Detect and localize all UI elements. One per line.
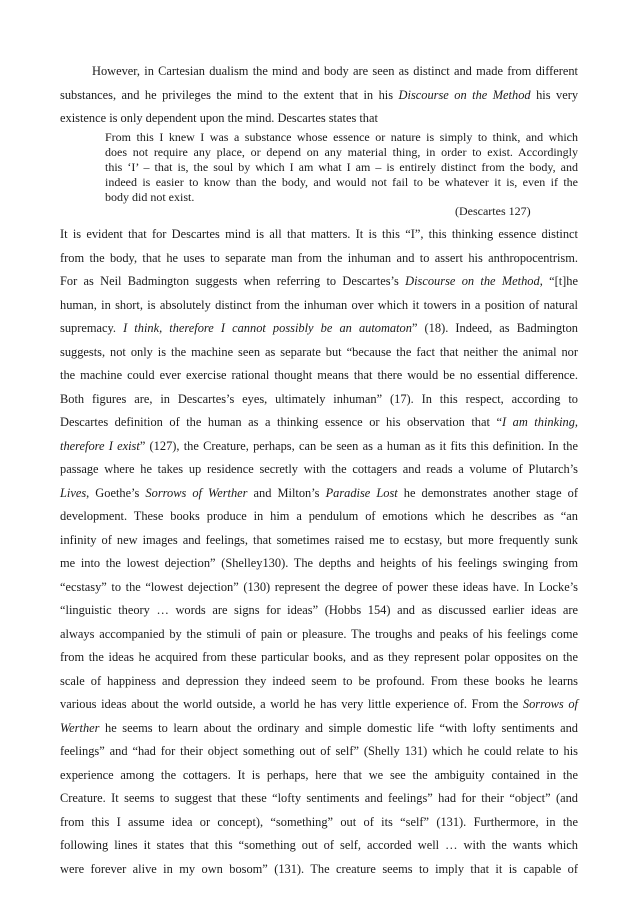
paragraph-line (60, 297, 578, 313)
text-run: this ‘I’ – that is, the soul by which I am what I am – is entirely distinct from the body, and (105, 160, 578, 174)
text-run: ” (127), the Creature, perhaps, can be seen as a human as it fits this definition. In the (139, 439, 578, 453)
quote-citation: (Descartes 127) (455, 204, 531, 218)
text-run: Both figures are, in Descartes’s eyes, ultimately inhuman” (17). In this respect, according to (60, 392, 578, 406)
paragraph-line (60, 814, 578, 830)
paragraph-line (60, 532, 578, 548)
paragraph-line (60, 461, 578, 477)
text-run: substances, and he privileges the mind to the extent that in his (60, 88, 399, 102)
italic-quote: I think, therefore I cannot possibly be an automaton (123, 321, 412, 335)
paragraph-line (60, 438, 578, 454)
text-run: and Milton’s (247, 486, 326, 500)
book-title: Werther (60, 721, 100, 735)
text-run: various ideas about the world outside, a world he has very little experience of. From the (60, 697, 523, 711)
text-run: It is evident that for Descartes mind is all that matters. It is this “I”, this thinking essence distinct (60, 227, 578, 241)
text-run: from this I assume idea or concept), “something” out of its “self” (131). Furthermore, in the (60, 815, 578, 829)
text-run: scale of happiness and depression they indeed seem to be profound. From these books he learns (60, 674, 578, 688)
book-title: Paradise Lost (325, 486, 398, 500)
text-run: passage where he takes up residence secretly with the cottagers and reads a volume of Plutarch’s (60, 462, 578, 476)
text-run: development. These books produce in him a pendulum of emotions which he describes as “an (60, 509, 578, 523)
paragraph-line (60, 673, 578, 689)
book-title: Lives (60, 486, 87, 500)
paragraph-line (60, 790, 578, 806)
paragraph-line (60, 743, 578, 759)
text-run: experience among the cottagers. It is perhaps, here that we see the ambiguity contained in the (60, 768, 578, 782)
paragraph-line (60, 226, 578, 242)
text-run: the machine could ever exercise rational thought means that there would be no essential difference. (60, 368, 578, 382)
block-quote-line (105, 175, 578, 191)
paragraph-line (60, 837, 578, 853)
text-run: indeed is easier to know than the body, and would not fail to be whatever it is, even if the (105, 175, 578, 189)
paragraph-line (60, 508, 578, 524)
block-quote-line (105, 130, 578, 146)
text-run: From this I knew I was a substance whose essence or nature is simply to think, and which (105, 130, 578, 144)
text-run: does not require any place, or depend on any material thing, in order to exist. Accordingly (105, 145, 578, 159)
book-title: Sorrows of (522, 697, 578, 711)
paragraph-line (60, 273, 578, 289)
text-run: he seems to learn about the ordinary and simple domestic life “with lofty sentiments and (99, 721, 578, 735)
block-quote-line (105, 160, 578, 176)
paragraph-line (60, 720, 578, 736)
paragraph-line (60, 485, 578, 501)
book-title: Discourse on the Method (398, 88, 531, 102)
text-run: “ecstasy” to the “lowest dejection” (130) represent the degree of power these ideas have. In Locke’s (60, 580, 578, 594)
paragraph-line (60, 391, 578, 407)
paragraph-line (60, 861, 578, 877)
paragraph-line (60, 414, 578, 430)
text-run: from the ideas he acquired from these particular books, and as they represent polar opposites on the (60, 650, 578, 664)
paragraph-line (60, 579, 578, 595)
paragraph-line (60, 320, 578, 336)
text-run: , Goethe’s (86, 486, 146, 500)
text-run: following lines it states that this “something out of self, accorded well … with the wants which (60, 838, 578, 852)
text-run: supremacy. (60, 321, 124, 335)
text-run: were forever alive in my own bosom” (131). The creature seems to imply that it is capable of (60, 862, 578, 876)
paragraph-line (60, 767, 578, 783)
text-run: , “[t]he (539, 274, 578, 288)
paragraph-line (60, 250, 578, 266)
text-run: existence is only dependent upon the mind. Descartes states that (60, 111, 378, 125)
paragraph-line (60, 110, 578, 126)
italic-quote: therefore I exist (60, 439, 140, 453)
text-run: human, in short, is absolutely distinct from the inhuman over which it towers in a position of natural (60, 298, 578, 312)
paragraph-line (60, 555, 578, 571)
paragraph-line (60, 626, 578, 642)
text-run: However, in Cartesian dualism the mind and body are seen as distinct and made from different (92, 64, 578, 78)
block-quote-line (105, 145, 578, 161)
text-run: he demonstrates another stage of (397, 486, 579, 500)
paragraph-line (60, 367, 578, 383)
text-run: ” (18). Indeed, as Badmington (411, 321, 578, 335)
text-run: Creature. It seems to suggest that these “lofty sentiments and feelings” had for their “object” (and (60, 791, 578, 805)
paragraph-line (92, 63, 578, 79)
text-run: infinity of new images and feelings, that sometimes raised me to ecstasy, but more frequently sunk (60, 533, 578, 547)
paragraph-line (60, 87, 578, 103)
paragraph-line (60, 602, 578, 618)
book-title: Sorrows of Werther (145, 486, 248, 500)
text-run: For as Neil Badmington suggests when referring to Descartes’s (60, 274, 406, 288)
paragraph-line (60, 696, 578, 712)
text-run: “linguistic theory … words are signs for ideas” (Hobbs 154) and as discussed earlier ideas are (60, 603, 578, 617)
text-run: suggests, not only is the machine seen as separate but “because the fact that neither the animal nor (60, 345, 578, 359)
text-run: from the body, that he uses to separate man from the inhuman and to assert his anthropocentrism. (60, 251, 578, 265)
text-run: body did not exist. (105, 190, 195, 204)
paragraph-line (60, 649, 578, 665)
book-title: Discourse on the Method (405, 274, 540, 288)
text-run: feelings” and “had for their object something out of self” (Shelly 131) which he could relate to his (60, 744, 578, 758)
italic-quote: I am thinking, (501, 415, 579, 429)
text-run: always accompanied by the stimuli of pain or pleasure. The troughs and peaks of his feelings come (60, 627, 578, 641)
text-run: Descartes definition of the human as a thinking essence or his observation that “ (60, 415, 502, 429)
paragraph-line (60, 344, 578, 360)
text-run: me into the lowest dejection” (Shelley130). The depths and heights of his feelings swinging from (60, 556, 578, 570)
text-run: his very (530, 88, 579, 102)
